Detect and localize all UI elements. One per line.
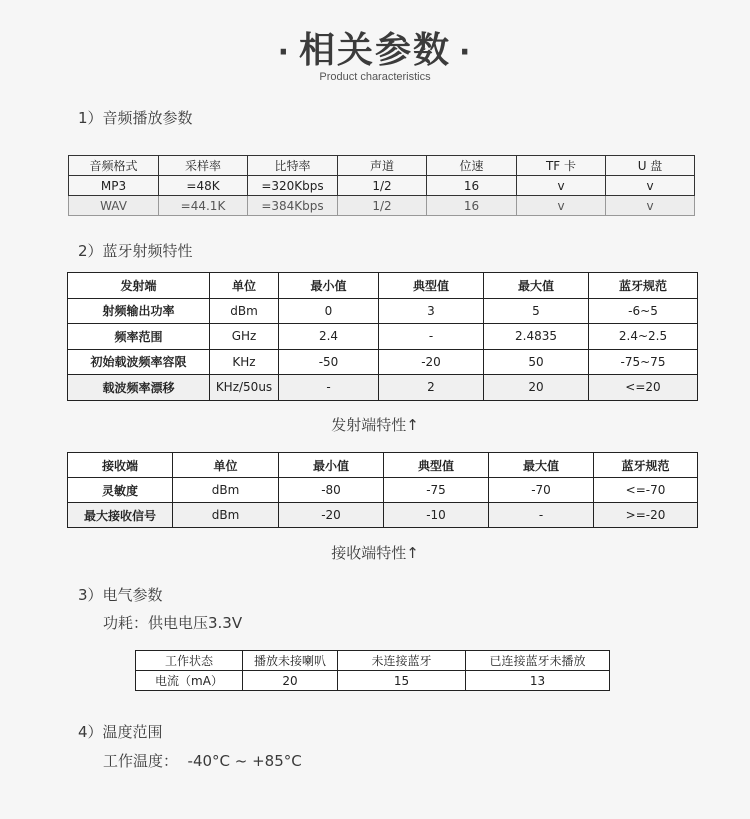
table-cell: =48K [159,176,248,196]
table-cell: - [279,375,379,401]
table-row [68,349,698,375]
table-cell: KHz/50us [210,375,279,401]
table-cell: >=-20 [594,503,698,528]
column-header: 单位 [173,453,279,478]
table-cell: -80 [279,478,384,503]
section-temperature-heading: 4）温度范围 [78,723,163,741]
table-cell: 13 [466,671,610,691]
table-cell: 16 [427,196,517,216]
table-cell: -75 [384,478,489,503]
table-cell: <=-70 [594,478,698,503]
column-header: U 盘 [606,156,695,176]
column-header: 播放未接喇叭 [243,651,338,671]
table-header-row [68,453,698,478]
table-cell: 0 [279,298,379,324]
table-cell: - [379,324,484,350]
tx-caption: 发射端特性↑ [331,416,419,434]
column-header: 单位 [210,273,279,299]
row-header: 初始载波频率容限 [68,349,210,375]
section-electrical-heading: 3）电气参数 [78,586,163,604]
table-row [68,478,698,503]
column-header: 典型值 [384,453,489,478]
section-bluetooth-heading: 2）蓝牙射频特性 [78,242,193,260]
table-cell: - [489,503,594,528]
table-cell: dBm [173,503,279,528]
rx-caption: 接收端特性↑ [331,544,419,562]
table-cell: 15 [338,671,466,691]
table-cell: v [517,196,606,216]
row-header: 载波频率漂移 [68,375,210,401]
row-header: 电流（mA） [136,671,243,691]
table-row [69,196,695,216]
column-header: 比特率 [248,156,338,176]
column-header: 位速 [427,156,517,176]
page-title-text: 相关参数 [298,30,451,71]
table-cell: 2 [379,375,484,401]
column-header: 发射端 [68,273,210,299]
table-cell: 2.4 [279,324,379,350]
table-cell: =320Kbps [248,176,338,196]
table-cell: -75~75 [589,349,698,375]
column-header: 音频格式 [69,156,159,176]
table-cell: -20 [279,503,384,528]
table-cell: 1/2 [338,176,427,196]
column-header: 典型值 [379,273,484,299]
table-row [69,176,695,196]
row-header: 最大接收信号 [68,503,173,528]
table-cell: 16 [427,176,517,196]
table-cell: MP3 [69,176,159,196]
tx-params-table [67,272,698,401]
table-row [68,298,698,324]
table-cell: v [606,196,695,216]
operating-temperature-line: 工作温度： -40°C ~ +85°C [103,752,302,770]
table-cell: 1/2 [338,196,427,216]
column-header: 最大值 [489,453,594,478]
table-cell: 2.4~2.5 [589,324,698,350]
column-header: 采样率 [159,156,248,176]
column-header: 最小值 [279,453,384,478]
column-header: TF 卡 [517,156,606,176]
table-cell: 20 [243,671,338,691]
table-row [136,671,610,691]
table-cell: dBm [210,298,279,324]
table-row [68,503,698,528]
table-row [68,375,698,401]
table-cell: =384Kbps [248,196,338,216]
table-cell: 3 [379,298,484,324]
table-header-row [136,651,610,671]
table-cell: -50 [279,349,379,375]
section-audio-heading: 1）音频播放参数 [78,109,193,127]
column-header: 蓝牙规范 [589,273,698,299]
table-cell: =44.1K [159,196,248,216]
column-header: 声道 [338,156,427,176]
row-header: 频率范围 [68,324,210,350]
table-cell: v [517,176,606,196]
table-header-row [69,156,695,176]
title-dot-right: · [459,35,473,70]
table-cell: -70 [489,478,594,503]
table-cell: KHz [210,349,279,375]
column-header: 最大值 [484,273,589,299]
column-header: 接收端 [68,453,173,478]
table-cell: v [606,176,695,196]
audio-params-table [68,155,695,216]
table-cell: 50 [484,349,589,375]
table-cell: 5 [484,298,589,324]
page-title [0,22,750,73]
table-cell: -20 [379,349,484,375]
page-subtitle: Product characteristics [319,71,431,83]
power-table [135,650,610,691]
table-cell: -6~5 [589,298,698,324]
table-cell: dBm [173,478,279,503]
column-header: 蓝牙规范 [594,453,698,478]
column-header: 最小值 [279,273,379,299]
table-cell: 20 [484,375,589,401]
column-header: 已连接蓝牙未播放 [466,651,610,671]
table-cell: GHz [210,324,279,350]
table-cell: -10 [384,503,489,528]
title-dot-left: · [277,35,291,70]
table-cell: <=20 [589,375,698,401]
rx-params-table [67,452,698,528]
table-cell: WAV [69,196,159,216]
column-header: 未连接蓝牙 [338,651,466,671]
power-supply-line: 功耗：供电电压3.3V [103,614,243,632]
column-header: 工作状态 [136,651,243,671]
row-header: 射频输出功率 [68,298,210,324]
table-header-row [68,273,698,299]
row-header: 灵敏度 [68,478,173,503]
table-row [68,324,698,350]
table-cell: 2.4835 [484,324,589,350]
